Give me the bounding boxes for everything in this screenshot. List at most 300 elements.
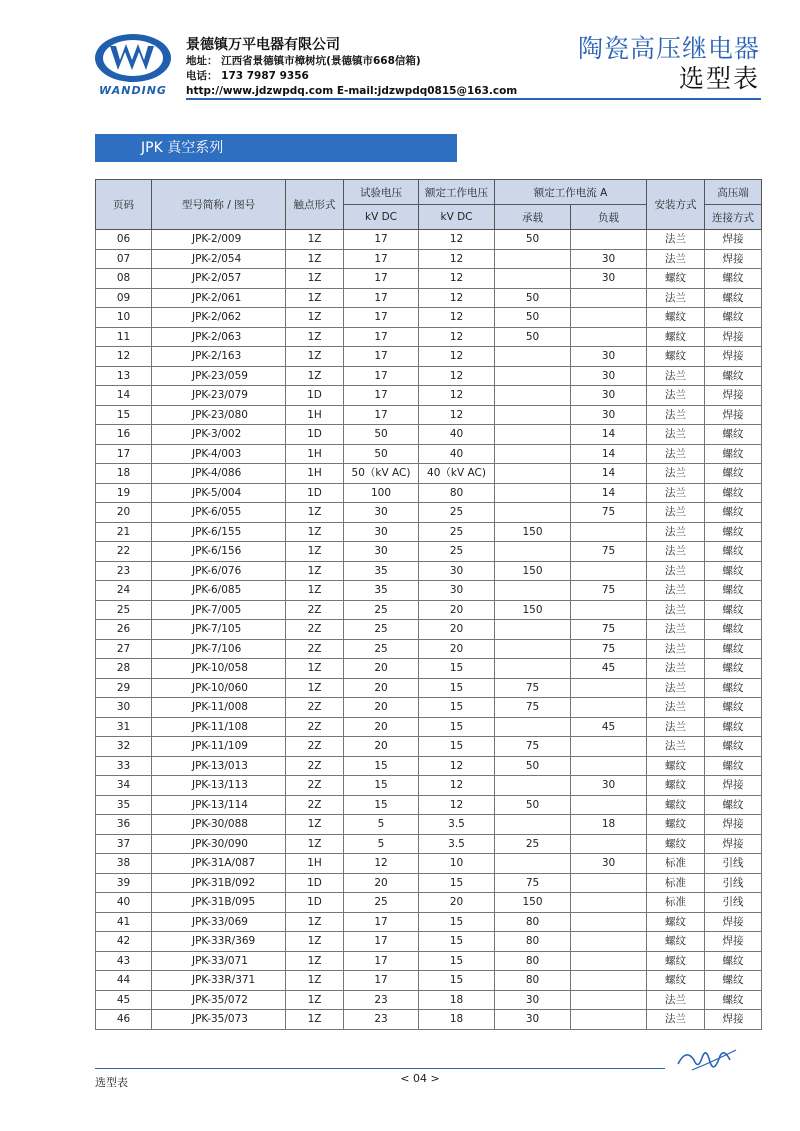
cell-mount: 螺纹 <box>647 912 705 932</box>
cell-load <box>571 873 647 893</box>
cell-model: JPK-6/156 <box>152 542 286 562</box>
cell-connection: 焊接 <box>705 1010 762 1030</box>
cell-load: 30 <box>571 269 647 289</box>
cell-carry <box>495 269 571 289</box>
cell-page: 43 <box>96 951 152 971</box>
cell-test-voltage: 20 <box>344 873 419 893</box>
cell-rated-voltage: 12 <box>419 347 495 367</box>
cell-page: 37 <box>96 834 152 854</box>
cell-contact: 1Z <box>286 659 344 679</box>
cell-rated-voltage: 12 <box>419 366 495 386</box>
cell-rated-voltage: 15 <box>419 717 495 737</box>
spec-table <box>95 179 762 1030</box>
cell-connection: 螺纹 <box>705 639 762 659</box>
cell-mount: 法兰 <box>647 405 705 425</box>
cell-carry <box>495 503 571 523</box>
table-row <box>96 366 762 386</box>
cell-page: 16 <box>96 425 152 445</box>
cell-load <box>571 678 647 698</box>
cell-load <box>571 522 647 542</box>
header-connection: 连接方式 <box>705 205 762 230</box>
cell-contact: 1H <box>286 464 344 484</box>
cell-mount: 法兰 <box>647 600 705 620</box>
cell-connection: 螺纹 <box>705 503 762 523</box>
cell-contact: 1Z <box>286 347 344 367</box>
cell-page: 27 <box>96 639 152 659</box>
cell-mount: 螺纹 <box>647 834 705 854</box>
cell-model: JPK-4/003 <box>152 444 286 464</box>
header-contact-form: 触点形式 <box>286 180 344 230</box>
cell-contact: 1Z <box>286 327 344 347</box>
cell-model: JPK-2/062 <box>152 308 286 328</box>
cell-carry: 150 <box>495 522 571 542</box>
cell-contact: 2Z <box>286 776 344 796</box>
cell-mount: 法兰 <box>647 230 705 250</box>
table-row <box>96 405 762 425</box>
table-row <box>96 756 762 776</box>
cell-contact: 2Z <box>286 620 344 640</box>
cell-test-voltage: 17 <box>344 327 419 347</box>
header-load: 负载 <box>571 205 647 230</box>
cell-carry <box>495 854 571 874</box>
cell-model: JPK-23/080 <box>152 405 286 425</box>
cell-model: JPK-30/088 <box>152 815 286 835</box>
cell-load: 30 <box>571 854 647 874</box>
cell-contact: 1Z <box>286 542 344 562</box>
cell-contact: 1D <box>286 425 344 445</box>
cell-mount: 螺纹 <box>647 756 705 776</box>
cell-page: 30 <box>96 698 152 718</box>
cell-rated-voltage: 15 <box>419 737 495 757</box>
cell-page: 38 <box>96 854 152 874</box>
cell-connection: 螺纹 <box>705 425 762 445</box>
cell-rated-voltage: 12 <box>419 776 495 796</box>
cell-contact: 1Z <box>286 990 344 1010</box>
cell-test-voltage: 17 <box>344 971 419 991</box>
cell-page: 06 <box>96 230 152 250</box>
cell-page: 11 <box>96 327 152 347</box>
cell-model: JPK-2/061 <box>152 288 286 308</box>
cell-model: JPK-33R/371 <box>152 971 286 991</box>
cell-load: 30 <box>571 386 647 406</box>
cell-model: JPK-2/057 <box>152 269 286 289</box>
cell-test-voltage: 25 <box>344 893 419 913</box>
cell-carry <box>495 581 571 601</box>
cell-load <box>571 1010 647 1030</box>
cell-load <box>571 288 647 308</box>
cell-connection: 螺纹 <box>705 464 762 484</box>
cell-test-voltage: 17 <box>344 932 419 952</box>
cell-test-voltage: 50 <box>344 425 419 445</box>
cell-load <box>571 561 647 581</box>
cell-load <box>571 834 647 854</box>
cell-mount: 法兰 <box>647 386 705 406</box>
table-row <box>96 971 762 991</box>
cell-connection: 焊接 <box>705 249 762 269</box>
cell-carry: 50 <box>495 795 571 815</box>
cell-connection: 螺纹 <box>705 444 762 464</box>
cell-page: 36 <box>96 815 152 835</box>
cell-carry <box>495 776 571 796</box>
cell-page: 26 <box>96 620 152 640</box>
cell-page: 15 <box>96 405 152 425</box>
table-row <box>96 425 762 445</box>
cell-rated-voltage: 18 <box>419 990 495 1010</box>
cell-page: 12 <box>96 347 152 367</box>
header-model: 型号简称 / 图号 <box>152 180 286 230</box>
cell-page: 33 <box>96 756 152 776</box>
header-rated-voltage-unit: kV DC <box>419 205 495 230</box>
header-divider <box>186 98 761 100</box>
cell-mount: 法兰 <box>647 561 705 581</box>
cell-connection: 引线 <box>705 893 762 913</box>
cell-contact: 1Z <box>286 951 344 971</box>
cell-carry <box>495 620 571 640</box>
cell-page: 17 <box>96 444 152 464</box>
company-name: 景德镇万平电器有限公司 <box>186 37 340 53</box>
cell-test-voltage: 15 <box>344 795 419 815</box>
table-row <box>96 737 762 757</box>
cell-rated-voltage: 25 <box>419 542 495 562</box>
table-row <box>96 659 762 679</box>
cell-connection: 螺纹 <box>705 483 762 503</box>
cell-contact: 1Z <box>286 249 344 269</box>
cell-mount: 法兰 <box>647 249 705 269</box>
cell-connection: 焊接 <box>705 347 762 367</box>
cell-rated-voltage: 30 <box>419 581 495 601</box>
cell-page: 32 <box>96 737 152 757</box>
cell-page: 35 <box>96 795 152 815</box>
cell-model: JPK-31B/095 <box>152 893 286 913</box>
table-row <box>96 639 762 659</box>
header-test-voltage-unit: kV DC <box>344 205 419 230</box>
cell-connection: 焊接 <box>705 230 762 250</box>
cell-page: 39 <box>96 873 152 893</box>
footer-divider <box>95 1068 665 1069</box>
table-row <box>96 288 762 308</box>
spec-table-body <box>96 230 762 1030</box>
cell-carry <box>495 542 571 562</box>
cell-test-voltage: 50（kV AC) <box>344 464 419 484</box>
cell-test-voltage: 25 <box>344 600 419 620</box>
cell-model: JPK-35/073 <box>152 1010 286 1030</box>
cell-model: JPK-2/063 <box>152 327 286 347</box>
cell-test-voltage: 17 <box>344 951 419 971</box>
cell-carry <box>495 815 571 835</box>
cell-rated-voltage: 15 <box>419 951 495 971</box>
cell-rated-voltage: 12 <box>419 795 495 815</box>
cell-connection: 螺纹 <box>705 698 762 718</box>
cell-rated-voltage: 25 <box>419 522 495 542</box>
cell-connection: 螺纹 <box>705 366 762 386</box>
cell-carry: 25 <box>495 834 571 854</box>
cell-page: 46 <box>96 1010 152 1030</box>
table-row <box>96 776 762 796</box>
cell-connection: 螺纹 <box>705 308 762 328</box>
cell-rated-voltage: 12 <box>419 269 495 289</box>
cell-contact: 1Z <box>286 561 344 581</box>
cell-page: 29 <box>96 678 152 698</box>
cell-test-voltage: 17 <box>344 308 419 328</box>
cell-carry <box>495 425 571 445</box>
cell-test-voltage: 12 <box>344 854 419 874</box>
cell-page: 13 <box>96 366 152 386</box>
cell-carry: 80 <box>495 932 571 952</box>
cell-model: JPK-2/009 <box>152 230 286 250</box>
cell-contact: 1Z <box>286 932 344 952</box>
title-product: 陶瓷高压继电器 <box>577 34 760 63</box>
cell-load: 14 <box>571 444 647 464</box>
cell-mount: 法兰 <box>647 464 705 484</box>
cell-rated-voltage: 12 <box>419 756 495 776</box>
cell-load: 75 <box>571 639 647 659</box>
cell-contact: 1D <box>286 873 344 893</box>
table-row <box>96 854 762 874</box>
cell-carry: 150 <box>495 893 571 913</box>
cell-page: 08 <box>96 269 152 289</box>
cell-page: 44 <box>96 971 152 991</box>
cell-carry: 75 <box>495 678 571 698</box>
cell-mount: 法兰 <box>647 639 705 659</box>
cell-rated-voltage: 12 <box>419 386 495 406</box>
cell-model: JPK-2/163 <box>152 347 286 367</box>
table-row <box>96 561 762 581</box>
cell-load: 75 <box>571 503 647 523</box>
cell-contact: 1D <box>286 386 344 406</box>
table-row <box>96 581 762 601</box>
table-row <box>96 269 762 289</box>
table-row <box>96 698 762 718</box>
cell-rated-voltage: 12 <box>419 405 495 425</box>
cell-carry: 75 <box>495 698 571 718</box>
cell-mount: 法兰 <box>647 990 705 1010</box>
cell-mount: 螺纹 <box>647 815 705 835</box>
series-heading: JPK 真空系列 <box>95 134 457 162</box>
cell-carry <box>495 347 571 367</box>
cell-load <box>571 912 647 932</box>
cell-carry: 30 <box>495 990 571 1010</box>
cell-load <box>571 698 647 718</box>
cell-rated-voltage: 40（kV AC) <box>419 464 495 484</box>
cell-mount: 螺纹 <box>647 347 705 367</box>
cell-carry: 80 <box>495 912 571 932</box>
cell-load: 14 <box>571 425 647 445</box>
cell-rated-voltage: 40 <box>419 425 495 445</box>
cell-carry: 50 <box>495 230 571 250</box>
cell-rated-voltage: 15 <box>419 698 495 718</box>
table-row <box>96 464 762 484</box>
table-row <box>96 503 762 523</box>
cell-contact: 2Z <box>286 698 344 718</box>
cell-load <box>571 600 647 620</box>
cell-load: 30 <box>571 347 647 367</box>
cell-model: JPK-10/060 <box>152 678 286 698</box>
cell-page: 10 <box>96 308 152 328</box>
header-rated-current: 额定工作电流 A <box>495 180 647 205</box>
cell-carry: 80 <box>495 971 571 991</box>
cell-rated-voltage: 20 <box>419 893 495 913</box>
cell-carry <box>495 386 571 406</box>
cell-carry: 50 <box>495 288 571 308</box>
cell-mount: 法兰 <box>647 659 705 679</box>
header-test-voltage: 试验电压 <box>344 180 419 205</box>
cell-load: 45 <box>571 659 647 679</box>
cell-test-voltage: 17 <box>344 347 419 367</box>
header-carry: 承载 <box>495 205 571 230</box>
document-title <box>578 34 760 94</box>
cell-load: 30 <box>571 249 647 269</box>
cell-page: 40 <box>96 893 152 913</box>
cell-mount: 法兰 <box>647 444 705 464</box>
cell-test-voltage: 20 <box>344 659 419 679</box>
cell-load: 30 <box>571 776 647 796</box>
header-page: 页码 <box>96 180 152 230</box>
cell-connection: 焊接 <box>705 776 762 796</box>
cell-test-voltage: 30 <box>344 503 419 523</box>
cell-contact: 1Z <box>286 288 344 308</box>
cell-test-voltage: 35 <box>344 581 419 601</box>
cell-mount: 法兰 <box>647 717 705 737</box>
cell-load <box>571 893 647 913</box>
cell-rated-voltage: 12 <box>419 308 495 328</box>
cell-rated-voltage: 20 <box>419 639 495 659</box>
cell-load <box>571 951 647 971</box>
cell-test-voltage: 20 <box>344 698 419 718</box>
cell-contact: 1H <box>286 854 344 874</box>
cell-mount: 法兰 <box>647 1010 705 1030</box>
table-row <box>96 249 762 269</box>
cell-page: 45 <box>96 990 152 1010</box>
cell-mount: 法兰 <box>647 620 705 640</box>
cell-contact: 1Z <box>286 678 344 698</box>
cell-carry: 50 <box>495 308 571 328</box>
header-hv-terminal: 高压端 <box>705 180 762 205</box>
cell-page: 20 <box>96 503 152 523</box>
cell-load <box>571 327 647 347</box>
table-row <box>96 347 762 367</box>
cell-test-voltage: 25 <box>344 620 419 640</box>
cell-contact: 1Z <box>286 815 344 835</box>
cell-rated-voltage: 15 <box>419 678 495 698</box>
cell-test-voltage: 15 <box>344 756 419 776</box>
cell-mount: 法兰 <box>647 503 705 523</box>
cell-model: JPK-3/002 <box>152 425 286 445</box>
cell-load: 18 <box>571 815 647 835</box>
cell-contact: 2Z <box>286 600 344 620</box>
cell-connection: 螺纹 <box>705 269 762 289</box>
cell-test-voltage: 30 <box>344 542 419 562</box>
cell-mount: 标准 <box>647 893 705 913</box>
cell-test-voltage: 100 <box>344 483 419 503</box>
cell-connection: 焊接 <box>705 912 762 932</box>
cell-connection: 螺纹 <box>705 659 762 679</box>
cell-model: JPK-10/058 <box>152 659 286 679</box>
cell-mount: 螺纹 <box>647 971 705 991</box>
cell-load: 75 <box>571 620 647 640</box>
brand-signature <box>672 1040 742 1080</box>
cell-rated-voltage: 12 <box>419 327 495 347</box>
cell-rated-voltage: 15 <box>419 932 495 952</box>
cell-model: JPK-11/108 <box>152 717 286 737</box>
cell-page: 18 <box>96 464 152 484</box>
cell-mount: 螺纹 <box>647 795 705 815</box>
cell-contact: 1Z <box>286 503 344 523</box>
cell-model: JPK-35/072 <box>152 990 286 1010</box>
cell-page: 23 <box>96 561 152 581</box>
cell-rated-voltage: 12 <box>419 249 495 269</box>
cell-load <box>571 795 647 815</box>
cell-test-voltage: 20 <box>344 717 419 737</box>
cell-model: JPK-13/013 <box>152 756 286 776</box>
cell-page: 19 <box>96 483 152 503</box>
table-row <box>96 795 762 815</box>
cell-page: 24 <box>96 581 152 601</box>
cell-carry <box>495 464 571 484</box>
cell-contact: 2Z <box>286 756 344 776</box>
cell-connection: 螺纹 <box>705 737 762 757</box>
cell-page: 09 <box>96 288 152 308</box>
cell-model: JPK-6/076 <box>152 561 286 581</box>
cell-page: 34 <box>96 776 152 796</box>
cell-connection: 螺纹 <box>705 288 762 308</box>
cell-connection: 焊接 <box>705 932 762 952</box>
cell-rated-voltage: 12 <box>419 230 495 250</box>
cell-rated-voltage: 25 <box>419 503 495 523</box>
cell-rated-voltage: 20 <box>419 600 495 620</box>
cell-carry <box>495 405 571 425</box>
cell-model: JPK-23/059 <box>152 366 286 386</box>
cell-connection: 螺纹 <box>705 795 762 815</box>
cell-rated-voltage: 15 <box>419 912 495 932</box>
cell-load <box>571 990 647 1010</box>
cell-model: JPK-23/079 <box>152 386 286 406</box>
cell-mount: 法兰 <box>647 425 705 445</box>
cell-rated-voltage: 10 <box>419 854 495 874</box>
cell-mount: 螺纹 <box>647 308 705 328</box>
cell-mount: 法兰 <box>647 542 705 562</box>
cell-test-voltage: 50 <box>344 444 419 464</box>
cell-contact: 1Z <box>286 834 344 854</box>
cell-test-voltage: 35 <box>344 561 419 581</box>
cell-load: 75 <box>571 542 647 562</box>
cell-connection: 引线 <box>705 854 762 874</box>
cell-contact: 2Z <box>286 795 344 815</box>
cell-test-voltage: 23 <box>344 990 419 1010</box>
cell-connection: 焊接 <box>705 815 762 835</box>
cell-rated-voltage: 15 <box>419 659 495 679</box>
company-info <box>186 36 517 99</box>
cell-load <box>571 737 647 757</box>
table-row <box>96 620 762 640</box>
cell-connection: 螺纹 <box>705 522 762 542</box>
cell-mount: 螺纹 <box>647 269 705 289</box>
cell-load <box>571 308 647 328</box>
cell-mount: 螺纹 <box>647 327 705 347</box>
cell-connection: 焊接 <box>705 386 762 406</box>
company-contact[interactable]: http://www.jdzwpdq.com E-mail:jdzwpdq0815@163.com <box>186 85 518 97</box>
cell-load: 14 <box>571 464 647 484</box>
table-row <box>96 230 762 250</box>
cell-rated-voltage: 3.5 <box>419 834 495 854</box>
cell-model: JPK-6/055 <box>152 503 286 523</box>
cell-connection: 螺纹 <box>705 561 762 581</box>
cell-test-voltage: 17 <box>344 230 419 250</box>
cell-contact: 1H <box>286 405 344 425</box>
cell-load <box>571 971 647 991</box>
table-row <box>96 834 762 854</box>
cell-model: JPK-5/004 <box>152 483 286 503</box>
cell-connection: 螺纹 <box>705 951 762 971</box>
